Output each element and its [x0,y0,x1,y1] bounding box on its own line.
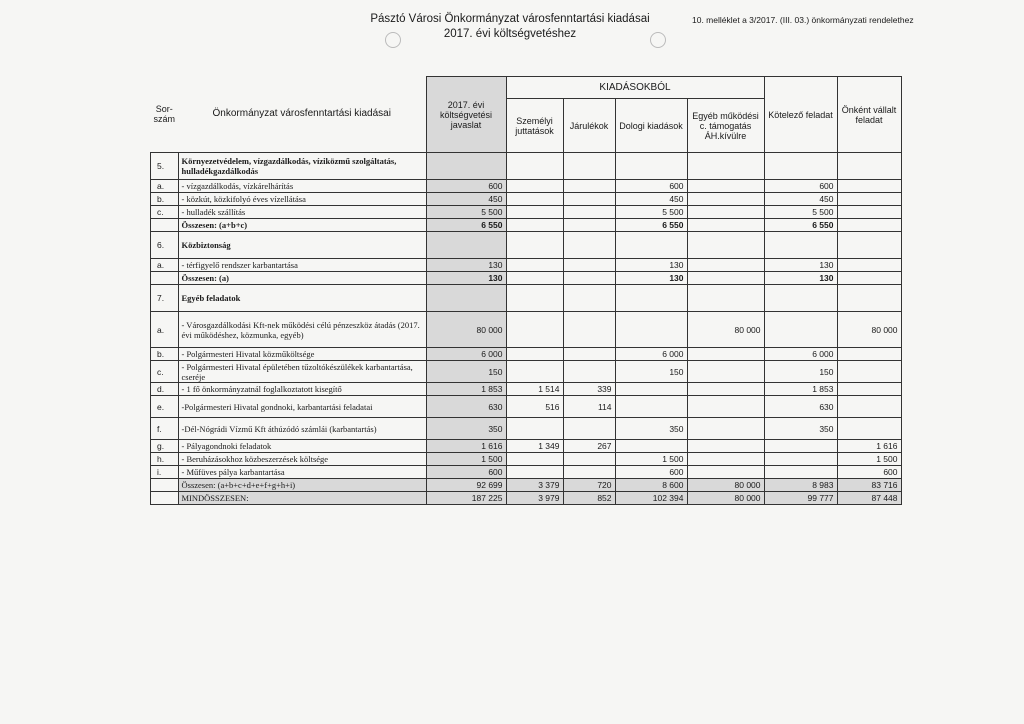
row-label: - Műfüves pálya karbantartása [178,466,426,479]
cell-egyeb [687,348,764,361]
cell-javaslat [426,285,506,312]
cell-szemelyi [506,219,563,232]
cell-jarulekok [563,153,615,180]
cell-kotelezo: 630 [764,396,837,418]
cell-onkent [837,180,901,193]
cell-jarulekok: 114 [563,396,615,418]
table-row [151,232,902,259]
cell-onkent [837,285,901,312]
cell-egyeb [687,259,764,272]
budget-table [150,76,902,505]
row-code: 7. [151,285,179,312]
cell-szemelyi [506,418,563,440]
row-label: Összesen: (a+b+c+d+e+f+g+h+i) [178,479,426,492]
row-label: - térfigyelő rendszer karbantartása [178,259,426,272]
cell-javaslat: 600 [426,180,506,193]
table-row [151,180,902,193]
cell-egyeb: 80 000 [687,492,764,505]
cell-jarulekok [563,180,615,193]
cell-egyeb [687,453,764,466]
cell-egyeb [687,440,764,453]
cell-dologi [615,285,687,312]
cell-szemelyi [506,232,563,259]
cell-jarulekok [563,466,615,479]
header-jarulekok: Járulékok [563,99,615,153]
cell-kotelezo: 6 550 [764,219,837,232]
table-row [151,285,902,312]
cell-javaslat: 6 550 [426,219,506,232]
row-label: Összesen: (a) [178,272,426,285]
cell-kotelezo [764,453,837,466]
cell-egyeb [687,232,764,259]
cell-jarulekok [563,361,615,383]
header-egyeb: Egyéb működési c. támogatás ÁH.kívülre [687,99,764,153]
title-line-2: 2017. évi költségvetéshez [443,28,577,40]
cell-jarulekok [563,193,615,206]
cell-egyeb [687,180,764,193]
table-row [151,396,902,418]
cell-dologi: 450 [615,193,687,206]
row-code: i. [151,466,179,479]
cell-egyeb [687,418,764,440]
cell-jarulekok [563,219,615,232]
cell-kotelezo [764,440,837,453]
cell-dologi: 8 600 [615,479,687,492]
row-code: h. [151,453,179,466]
cell-kotelezo: 600 [764,180,837,193]
cell-jarulekok [563,285,615,312]
cell-szemelyi: 1 514 [506,383,563,396]
table-row [151,479,902,492]
cell-egyeb: 80 000 [687,312,764,348]
punch-hole-mark [650,32,666,48]
header-sorszam: Sor-szám [153,104,176,125]
cell-jarulekok [563,312,615,348]
cell-dologi: 600 [615,466,687,479]
cell-kotelezo [764,312,837,348]
cell-dologi: 6 000 [615,348,687,361]
row-code: a. [151,180,179,193]
cell-onkent [837,361,901,383]
row-label: - Pályagondnoki feladatok [178,440,426,453]
row-label: - hulladék szállítás [178,206,426,219]
cell-dologi: 102 394 [615,492,687,505]
cell-dologi: 130 [615,259,687,272]
cell-onkent [837,153,901,180]
table-row [151,272,902,285]
cell-egyeb [687,466,764,479]
cell-kotelezo: 5 500 [764,206,837,219]
row-code: 6. [151,232,179,259]
cell-javaslat [426,153,506,180]
cell-javaslat: 187 225 [426,492,506,505]
table-row [151,383,902,396]
header-group: KIADÁSOKBÓL [506,77,764,99]
cell-szemelyi: 516 [506,396,563,418]
cell-javaslat: 630 [426,396,506,418]
table-body [151,153,902,505]
header-kotelezo: Kötelező feladat [764,77,837,153]
cell-kotelezo [764,232,837,259]
header-szemelyi: Személyi juttatások [506,99,563,153]
row-code: c. [151,361,179,383]
cell-egyeb [687,285,764,312]
cell-onkent [837,418,901,440]
cell-onkent: 1 500 [837,453,901,466]
row-label: Közbiztonság [178,232,426,259]
cell-kotelezo: 450 [764,193,837,206]
table-row [151,259,902,272]
cell-javaslat: 92 699 [426,479,506,492]
cell-kotelezo: 6 000 [764,348,837,361]
cell-javaslat: 150 [426,361,506,383]
cell-egyeb: 80 000 [687,479,764,492]
row-code: c. [151,206,179,219]
row-code [151,272,179,285]
table-row [151,206,902,219]
cell-jarulekok: 852 [563,492,615,505]
table-row [151,466,902,479]
document-title [330,12,690,42]
table-row [151,193,902,206]
cell-kotelezo: 130 [764,259,837,272]
cell-javaslat: 600 [426,466,506,479]
cell-dologi: 130 [615,272,687,285]
cell-egyeb [687,193,764,206]
row-code: g. [151,440,179,453]
cell-jarulekok [563,232,615,259]
cell-onkent: 87 448 [837,492,901,505]
row-code: b. [151,348,179,361]
cell-kotelezo: 1 853 [764,383,837,396]
cell-dologi [615,153,687,180]
cell-dologi: 600 [615,180,687,193]
row-code: a. [151,312,179,348]
cell-jarulekok [563,418,615,440]
row-code: f. [151,418,179,440]
row-code [151,219,179,232]
cell-szemelyi [506,206,563,219]
cell-jarulekok: 339 [563,383,615,396]
cell-dologi [615,312,687,348]
cell-dologi [615,383,687,396]
cell-javaslat: 350 [426,418,506,440]
cell-dologi: 150 [615,361,687,383]
row-label: - 1 fő önkormányzatnál foglalkoztatott kisegítő [178,383,426,396]
table-row [151,361,902,383]
punch-hole-mark [385,32,401,48]
row-label: - Beruházásokhoz közbeszerzések költsége [178,453,426,466]
cell-javaslat: 80 000 [426,312,506,348]
row-label: Összesen: (a+b+c) [178,219,426,232]
cell-kotelezo [764,466,837,479]
cell-egyeb [687,361,764,383]
cell-kotelezo: 130 [764,272,837,285]
cell-kotelezo [764,285,837,312]
cell-dologi [615,396,687,418]
row-label: - vízgazdálkodás, vízkárelhárítás [178,180,426,193]
row-label: - Polgármesteri Hivatal közműköltsége [178,348,426,361]
cell-szemelyi: 1 349 [506,440,563,453]
cell-onkent: 83 716 [837,479,901,492]
table-row [151,492,902,505]
cell-jarulekok [563,206,615,219]
cell-egyeb [687,272,764,285]
cell-szemelyi [506,193,563,206]
row-label: - Városgazdálkodási Kft-nek működési célú pénzeszköz átadás (2017. évi működéshez, közmunka, egyéb) [178,312,426,348]
table-row [151,153,902,180]
cell-jarulekok [563,272,615,285]
cell-szemelyi [506,361,563,383]
table-row [151,219,902,232]
cell-szemelyi [506,153,563,180]
header-name: Önkormányzat városfenntartási kiadásai [212,108,391,120]
table-row [151,348,902,361]
cell-onkent [837,232,901,259]
cell-javaslat: 1 853 [426,383,506,396]
cell-szemelyi: 3 379 [506,479,563,492]
table-row [151,418,902,440]
row-code: e. [151,396,179,418]
cell-szemelyi [506,259,563,272]
cell-onkent [837,259,901,272]
cell-onkent [837,206,901,219]
cell-dologi [615,440,687,453]
row-label: Egyéb feladatok [178,285,426,312]
row-code: a. [151,259,179,272]
cell-jarulekok: 267 [563,440,615,453]
row-label: -Dél-Nógrádi Vízmű Kft áthúzódó számlái (karbantartás) [178,418,426,440]
cell-onkent [837,348,901,361]
cell-egyeb [687,153,764,180]
cell-onkent [837,193,901,206]
cell-javaslat: 130 [426,272,506,285]
cell-jarulekok [563,348,615,361]
cell-szemelyi [506,312,563,348]
row-code: d. [151,383,179,396]
table-row [151,453,902,466]
cell-dologi: 350 [615,418,687,440]
cell-onkent [837,219,901,232]
header-javaslat: 2017. évi költségvetési javaslat [426,77,506,153]
row-code [151,479,179,492]
cell-javaslat: 1 616 [426,440,506,453]
cell-szemelyi [506,348,563,361]
cell-onkent [837,383,901,396]
cell-egyeb [687,206,764,219]
cell-egyeb [687,383,764,396]
cell-egyeb [687,396,764,418]
cell-javaslat: 450 [426,193,506,206]
cell-jarulekok: 720 [563,479,615,492]
cell-szemelyi [506,180,563,193]
cell-egyeb [687,219,764,232]
row-label: - közkút, közkifolyó éves vízellátása [178,193,426,206]
cell-onkent [837,272,901,285]
cell-kotelezo [764,153,837,180]
table-row [151,312,902,348]
cell-kotelezo: 150 [764,361,837,383]
cell-jarulekok [563,453,615,466]
cell-szemelyi: 3 979 [506,492,563,505]
row-code: 5. [151,153,179,180]
cell-szemelyi [506,285,563,312]
cell-kotelezo: 350 [764,418,837,440]
cell-javaslat: 1 500 [426,453,506,466]
table-row [151,440,902,453]
row-label: -Polgármesteri Hivatal gondnoki, karbantartási feladatai [178,396,426,418]
cell-onkent: 80 000 [837,312,901,348]
title-line-1: Pásztó Városi Önkormányzat városfenntartási kiadásai [370,13,650,25]
cell-szemelyi [506,272,563,285]
row-code: b. [151,193,179,206]
cell-javaslat [426,232,506,259]
header-dologi: Dologi kiadások [615,99,687,153]
cell-onkent [837,396,901,418]
annex-reference: 10. melléklet a 3/2017. (III. 03.) önkormányzati rendelethez [692,15,914,25]
cell-javaslat: 5 500 [426,206,506,219]
row-code [151,492,179,505]
cell-dologi [615,232,687,259]
cell-szemelyi [506,453,563,466]
cell-jarulekok [563,259,615,272]
cell-kotelezo: 8 983 [764,479,837,492]
cell-dologi: 6 550 [615,219,687,232]
cell-szemelyi [506,466,563,479]
row-label: Környezetvédelem, vízgazdálkodás, víziközmű szolgáltatás, hulladékgazdálkodás [178,153,426,180]
row-label: MINDÖSSZESEN: [178,492,426,505]
cell-javaslat: 6 000 [426,348,506,361]
cell-javaslat: 130 [426,259,506,272]
cell-kotelezo: 99 777 [764,492,837,505]
header-onkent: Önként vállalt feladat [837,77,901,153]
cell-dologi: 1 500 [615,453,687,466]
cell-onkent: 1 616 [837,440,901,453]
cell-dologi: 5 500 [615,206,687,219]
row-label: - Polgármesteri Hivatal épületében tűzoltókészülékek karbantartása, cseréje [178,361,426,383]
cell-onkent: 600 [837,466,901,479]
